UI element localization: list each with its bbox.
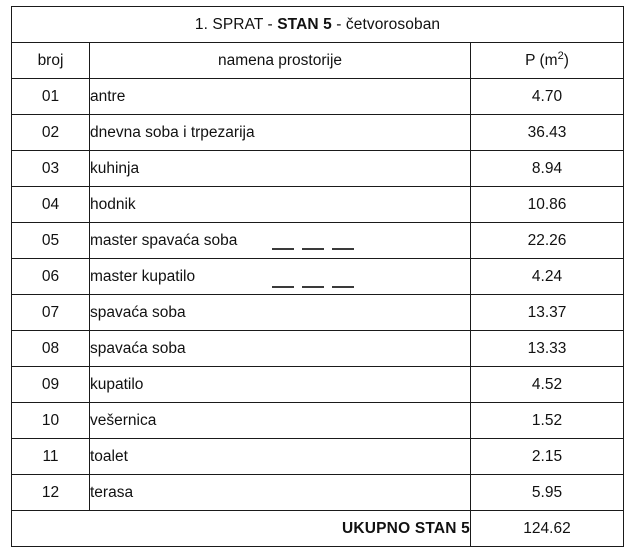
- title-prefix: 1. SPRAT -: [194, 15, 278, 33]
- table-header-row: [12, 43, 624, 79]
- row-area: 5.95: [471, 475, 624, 511]
- column-header-number: broj: [12, 43, 90, 79]
- table-row: [12, 151, 624, 187]
- row-number: 05: [12, 223, 90, 259]
- row-name: kupatilo: [90, 367, 471, 403]
- row-number: 11: [12, 439, 90, 475]
- table-total-row: [12, 511, 624, 547]
- total-value: 124.62: [471, 511, 624, 547]
- row-area: 10.86: [471, 187, 624, 223]
- area-header-close: ): [563, 52, 569, 70]
- title-apartment: STAN 5: [277, 15, 332, 33]
- row-area: 2.15: [471, 439, 624, 475]
- table-body: [12, 7, 624, 547]
- column-header-area: [471, 43, 624, 79]
- row-name: spavaća soba: [90, 331, 471, 367]
- row-area: 36.43: [471, 115, 624, 151]
- row-number: 02: [12, 115, 90, 151]
- row-area: 8.94: [471, 151, 624, 187]
- table-row: [12, 79, 624, 115]
- row-name: vešernica: [90, 403, 471, 439]
- table-row: [12, 295, 624, 331]
- row-name: dnevna soba i trpezarija: [90, 115, 471, 151]
- row-area: 13.37: [471, 295, 624, 331]
- row-number: 06: [12, 259, 90, 295]
- table-row: [12, 331, 624, 367]
- table-title: [12, 7, 624, 43]
- row-number: 07: [12, 295, 90, 331]
- row-number: 03: [12, 151, 90, 187]
- area-header-text: P (m: [525, 52, 558, 70]
- area-header-unit: 2: [557, 50, 564, 63]
- row-number: 09: [12, 367, 90, 403]
- row-area: 1.52: [471, 403, 624, 439]
- row-name: toalet: [90, 439, 471, 475]
- row-area: 22.26: [471, 223, 624, 259]
- row-area: 4.70: [471, 79, 624, 115]
- table-row: [12, 187, 624, 223]
- row-number: 12: [12, 475, 90, 511]
- row-number: 10: [12, 403, 90, 439]
- row-area: 13.33: [471, 331, 624, 367]
- title-suffix: - četvorosoban: [331, 15, 441, 33]
- row-area: 4.52: [471, 367, 624, 403]
- table-row: [12, 115, 624, 151]
- row-area: 4.24: [471, 259, 624, 295]
- table-row: [12, 223, 624, 259]
- row-name: master kupatilo: [90, 259, 471, 295]
- table-title-row: [12, 7, 624, 43]
- row-name: hodnik: [90, 187, 471, 223]
- row-name: antre: [90, 79, 471, 115]
- row-name: terasa: [90, 475, 471, 511]
- table-row: [12, 403, 624, 439]
- row-number: 08: [12, 331, 90, 367]
- total-label: UKUPNO STAN 5: [12, 511, 471, 547]
- row-name: master spavaća soba: [90, 223, 471, 259]
- table-row: [12, 439, 624, 475]
- apartment-area-table: [11, 6, 624, 547]
- row-name: spavaća soba: [90, 295, 471, 331]
- table-row: [12, 259, 624, 295]
- row-number: 04: [12, 187, 90, 223]
- column-header-name: namena prostorije: [90, 43, 471, 79]
- table-row: [12, 475, 624, 511]
- row-number: 01: [12, 79, 90, 115]
- row-name: kuhinja: [90, 151, 471, 187]
- table-row: [12, 367, 624, 403]
